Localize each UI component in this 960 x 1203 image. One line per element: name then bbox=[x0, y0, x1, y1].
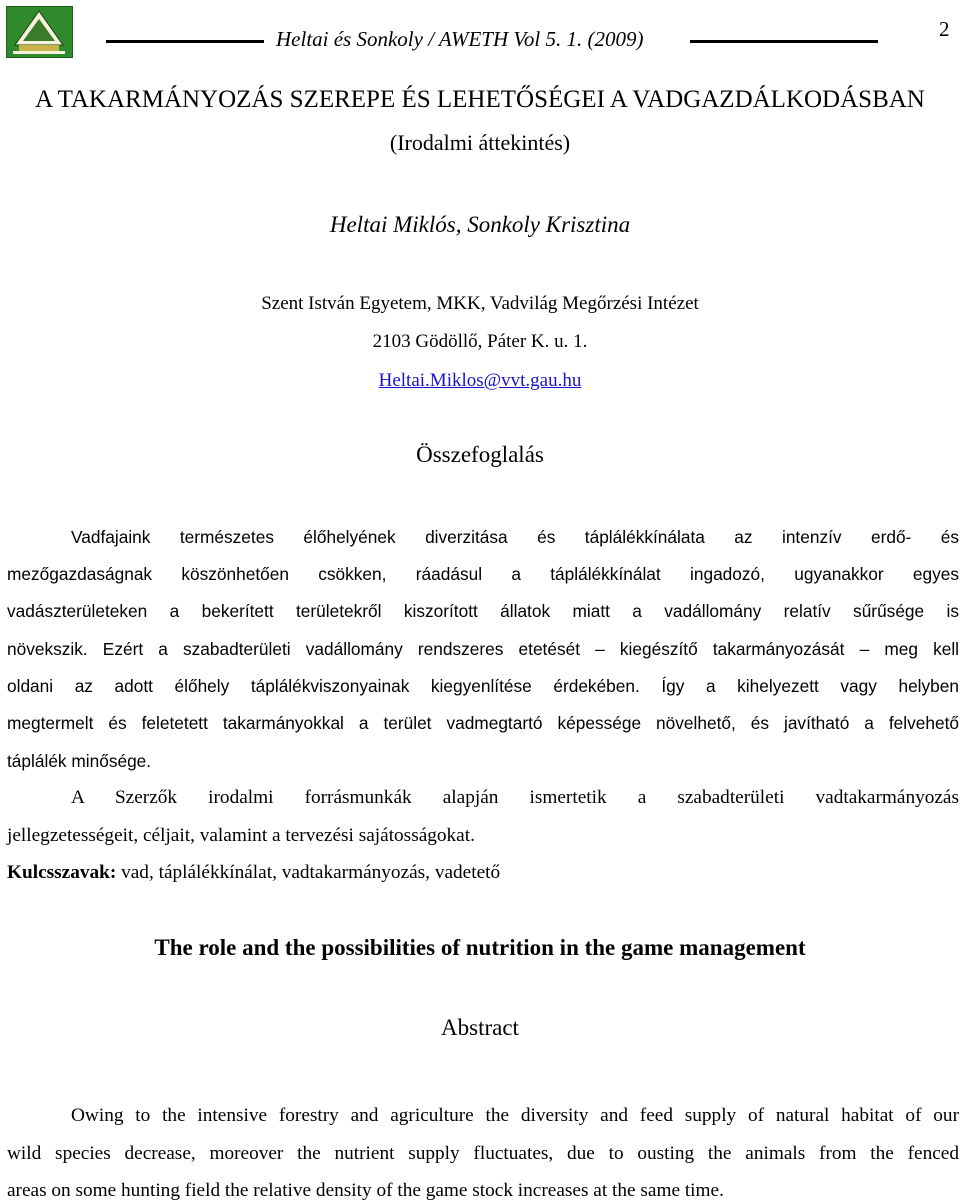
keywords-text: vad, táplálékkínálat, vadtakarmányozás, vadetető bbox=[116, 862, 501, 883]
paper-subtitle: (Irodalmi áttekintés) bbox=[389, 130, 571, 155]
summary-line: A Szerzők irodalmi forrásmunkák alapján ismertetik a szabadterületi vadtakarmányozás bbox=[71, 787, 959, 808]
address: 2103 Gödöllő, Páter K. u. 1. bbox=[372, 331, 588, 352]
summary-line: mezőgazdaságnak köszönhetően csökken, ráadásul a táplálékkínálat ingadozó, ugyanakkor egyes bbox=[7, 564, 959, 584]
abstract-heading: Abstract bbox=[441, 1015, 519, 1040]
abstract-line: Owing to the intensive forestry and agriculture the diversity and feed supply of natural habitat of our bbox=[71, 1105, 959, 1126]
keywords-line bbox=[7, 862, 959, 884]
header-rule-left bbox=[106, 40, 264, 43]
authors: Heltai Miklós, Sonkoly Krisztina bbox=[329, 212, 631, 237]
summary-line: növekszik. Ezért a szabadterületi vadállomány rendszeres etetését – kiegészítő takarmányozását – meg kell bbox=[7, 639, 959, 659]
abstract-line: areas on some hunting field the relative density of the game stock increases at the same time. bbox=[7, 1180, 724, 1201]
english-title: The role and the possibilities of nutrition in the game management bbox=[154, 935, 806, 960]
summary-line: Vadfajaink természetes élőhelyének diverzitása és táplálékkínálata az intenzív erdő- és bbox=[71, 527, 959, 547]
summary-line: táplálék minősége. bbox=[7, 751, 152, 771]
summary-heading: Összefoglalás bbox=[416, 442, 544, 467]
journal-logo-icon bbox=[6, 6, 73, 58]
running-head: Heltai és Sonkoly / AWETH Vol 5. 1. (2009) bbox=[276, 27, 644, 51]
header-rule-right bbox=[690, 40, 878, 43]
summary-line: vadászterületeken a bekerített területekről kiszorított állatok miatt a vadállomány relatív sűrűsége is bbox=[7, 601, 959, 621]
keywords-label: Kulcsszavak: bbox=[7, 862, 117, 883]
abstract-line: wild species decrease, moreover the nutrient supply fluctuates, due to ousting the animals from the fenced bbox=[7, 1143, 959, 1164]
email-link[interactable]: Heltai.Miklos@vvt.gau.hu bbox=[378, 370, 582, 391]
summary-line: megtermelt és feletetett takarmányokkal a terület vadmegtartó képessége növelhető, és javítható a felvehető bbox=[7, 713, 959, 733]
page-number: 2 bbox=[939, 17, 950, 41]
paper-title: A TAKARMÁNYOZÁS SZEREPE ÉS LEHETŐSÉGEI A VADGAZDÁLKODÁSBAN bbox=[35, 86, 925, 113]
email-line bbox=[0, 370, 960, 392]
summary-line: oldani az adott élőhely táplálékviszonyainak kiegyenlítése érdekében. Így a kihelyezett vagy helyben bbox=[7, 676, 959, 696]
affiliation: Szent István Egyetem, MKK, Vadvilág Megőrzési Intézet bbox=[261, 293, 699, 314]
summary-line: jellegzetességeit, céljait, valamint a tervezési sajátosságokat. bbox=[7, 825, 475, 846]
